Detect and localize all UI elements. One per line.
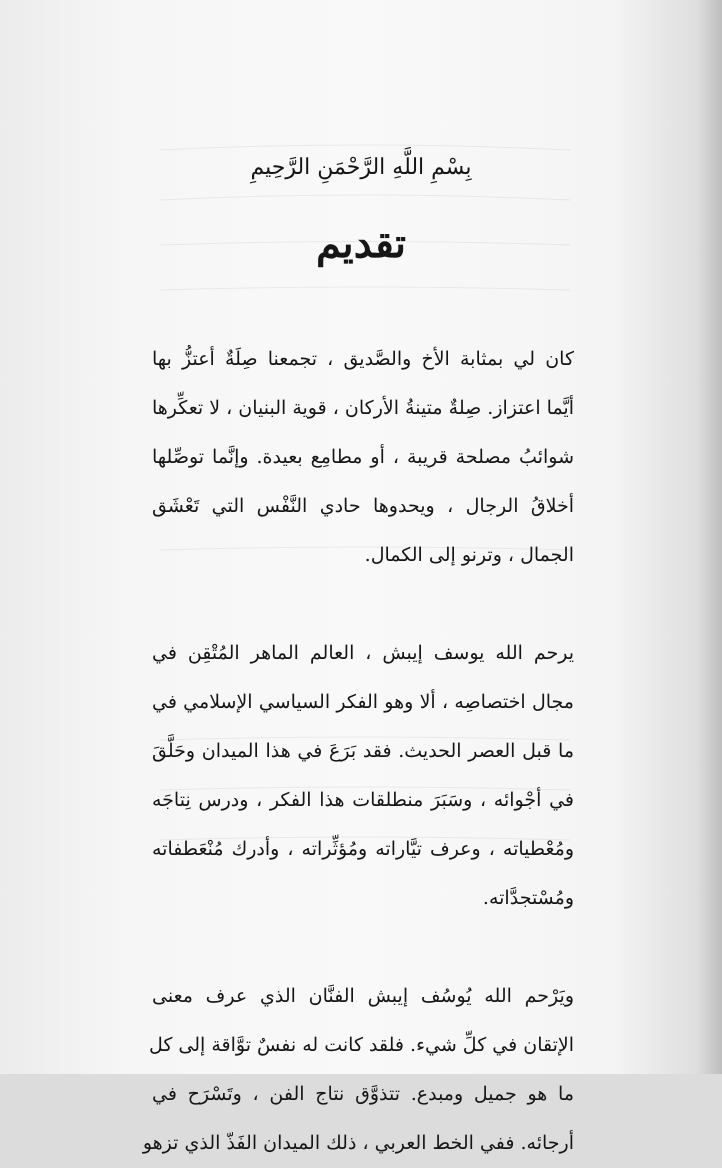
paragraph-gap — [152, 923, 574, 972]
text-line: مجال اختصاصِه ، ألا وهو الفكر السياسي الإسلامي في — [152, 691, 574, 713]
text-line: أخلاقُ الرجال ، ويحدوها حادي النَّفْس التي تَعْشَق — [152, 495, 574, 517]
text-line: ما هو جميل ومبدع. تتذوَّق نتاج الفن ، وتَسْرَح في — [152, 1083, 574, 1105]
text-line: ومُعْطياته ، وعرف تيَّاراته ومُؤثِّراته ، وأدرك مُنْعَطفاته — [152, 838, 574, 860]
text-line: الجمال ، وترنو إلى الكمال. — [364, 544, 574, 566]
paragraph-2 — [152, 629, 574, 923]
basmala: بِسْمِ اللَّهِ الرَّحْمَنِ الرَّحِيمِ — [250, 155, 472, 180]
paragraph-gap — [152, 580, 574, 629]
text-line: أيَّما اعتزاز. صِلةٌ متينةُ الأركان ، قوية البنيان ، لا تعكِّرها — [151, 397, 574, 419]
text-line: أرجائه. ففي الخط العربي ، ذلك الميدان الفَذّ الذي تزهو — [142, 1132, 574, 1154]
text-line: شوائبُ مصلحة قريبة ، أو مطامِع بعيدة. وإنَّما توصِّلها — [152, 446, 574, 468]
text-line: ويَرْحم الله يُوسُف إيبش الفنَّان الذي عرف معنى — [152, 985, 574, 1007]
text-line: الإتقان في كلِّ شيء. فلقد كانت له نفسٌ توَّاقة إلى كل — [148, 1034, 574, 1056]
paragraph-1 — [152, 335, 574, 580]
paragraph-3 — [142, 972, 574, 1168]
page-title: تقديم — [315, 220, 407, 267]
body-text — [142, 335, 574, 1168]
text-line: في أجْوائه ، وسَبَرَ منطلقات هذا الفكر ، ودرس نِتاجَه — [152, 789, 574, 811]
text-line: يرحم الله يوسف إيبش ، العالم الماهر المُتْقِن في — [152, 642, 574, 664]
text-line: ما قبل العصر الحديث. فقد بَرَعَ في هذا الميدان وحَلَّقَ — [152, 740, 574, 762]
text-line: ومُسْتجدَّاته. — [482, 887, 574, 909]
text-line: كان لي بمثابة الأخ والصَّديق ، تجمعنا صِلَةٌ أعتزُّ بها — [152, 348, 574, 370]
